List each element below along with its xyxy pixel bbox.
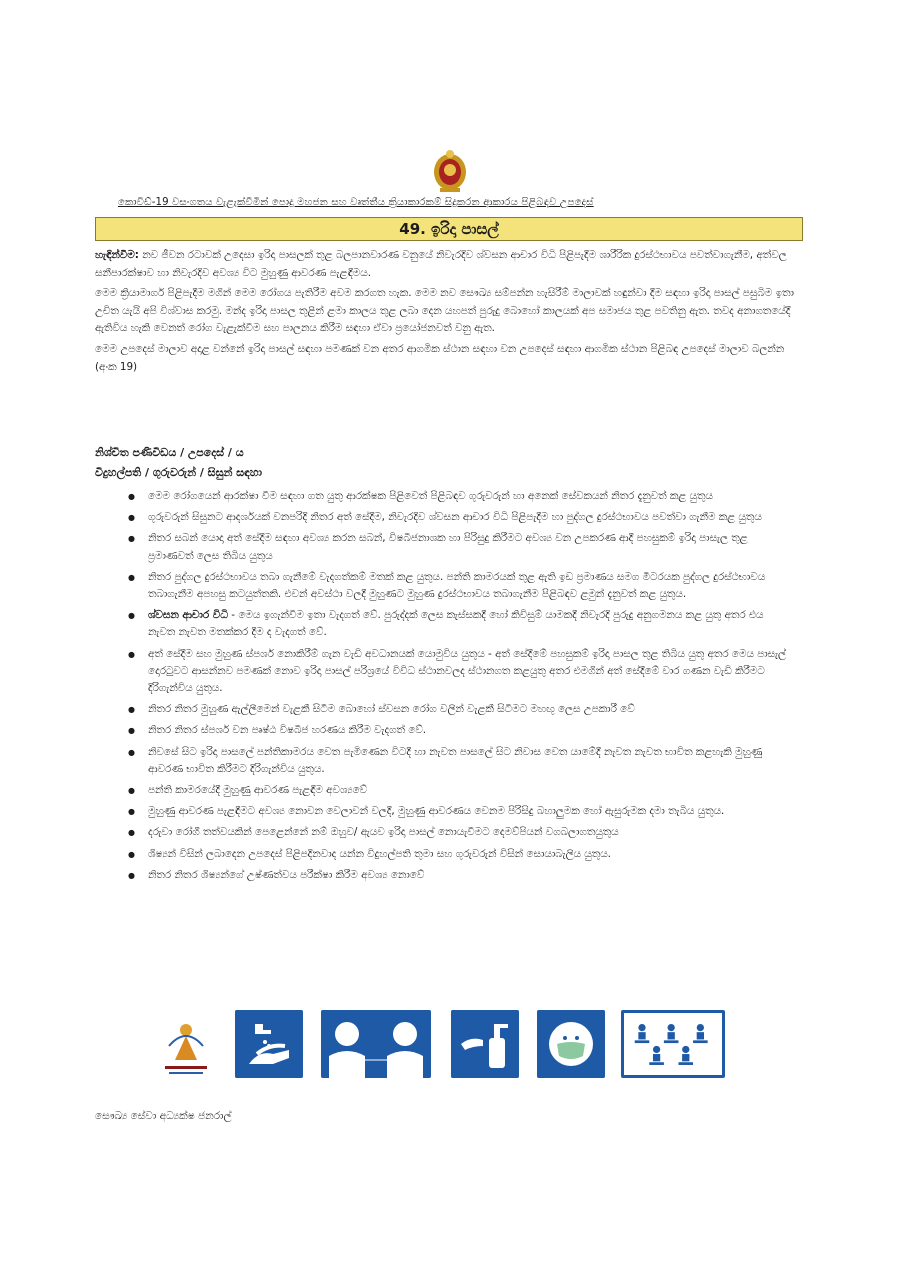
list-item: ● නිතර නිතර ස්පර්ශ වන පෘෂ්ඨ විෂබීජ හරණය කිරීම වැදගත් වේ. — [128, 722, 793, 739]
health-promotion-logo-icon — [155, 1016, 217, 1078]
face-mask-icon — [537, 1010, 605, 1078]
list-item: ● ශ්වසන ආචාර විධි - මෙය ඉගැන්වීම ඉතා වැදගත් වේ. පුරුද්දක් ලෙස කැස්සකදී හෝ කිවිසුම් යාමකදී නිවැරදි පුරුදු අනුගමනය කළ යුතු අතර එය නැවත නැවත මතක්කර දීම ද වැදගත් වේ. — [128, 607, 793, 641]
classroom-distancing-icon — [621, 1010, 725, 1078]
intro-section — [95, 247, 803, 379]
intro-paragraph: මෙම උපදෙස් මාලාව අදාළ වන්නේ ඉරිදා පාසල් සඳහා පමණක් වන අතර ආගමික ස්ථාන සඳහා වන උපදෙස් සඳහා ආගමික ස්ථාන පිළිබඳ උපදෙස් මාලාව බලන්න (අංක 19) — [95, 342, 785, 373]
document-subject: කොවිඩ්-19 වසංගතය වැළැක්වීමින් පොදු මහජන සහ වෘත්තීය ක්‍රියාකාරකම් සිදුකරන ආකාරය පිළිබඳව උපදෙස් — [118, 197, 594, 208]
list-item: ● ශිෂ්‍යන් විසින් ලබාදෙන උපදෙස් පිළිපදිනවාද යන්න විදුහල්පති තුමා සහ ගුරුවරුන් විසින් සොයාබැලිය යුතුය. — [128, 846, 793, 863]
icon-row — [155, 1010, 735, 1082]
list-item: ● අත් සේදීම සහ මුහුණ ස්පර්ශ නොකිරීම් ගැන වැඩි අවධානයක් යොමුවිය යුතුය - අත් සේදීමේ පහසුකම් ඉරිදා පාසල තුළ තිබිය යුතු අතර මෙය පාසැල් දොරටුවට ආසන්නව පමණක් නොව ඉරිදා පාසල් පරිශ්‍රයේ විවිධ ස්ථානවලද ස්ථානගත කළයුතු අතර එමගින් අත් සේදීමේ වාර ගණන වැඩි කිරීමට දිරිගැන්විය යුතුය. — [128, 646, 793, 698]
list-item: ● නිතර පුද්ගල දුරස්ථභාවය තබා ගැනීමේ වැදගත්කම් මතක් කළ යුතුය. පන්ති කාමරයක් තුළ ඇති ඉඩ ප්‍රමාණය සමග මීටරයක පුද්ගල දුරස්ථභාවය තබාගැනීම අපහසු කටයුත්තකි. එවන් අවස්ථා වලදී මුහුණට මුහුණ දුරස්ථභාවය තබාගැනීම පිළිබඳව ළමුන් දැනුවත් කළ යුතුය. — [128, 569, 793, 603]
list-item: ● නිතර සබන් යොදා අත් සේදීම සඳහා අවශ්‍ය කරන සබන්, විෂබීජනාශක හා පිරිසුදු කිරීමට අවශ්‍ය වන උපකරණ ආදී පහසුකම් ඉරිදා පාසැල තුළ ප්‍රමාණවත් ලෙස තිබිය යුතුය — [128, 530, 793, 564]
list-item: ● නිතර නිතර මුහුණ ඇල්ලීමෙන් වැළකී සිටීම බොහෝ ස්වසන රෝග වලින් වැළකී සිටීමට මහඟු ලෙස උපකාරී වේ — [128, 701, 793, 718]
physical-distance-icon — [321, 1010, 431, 1078]
list-item: ● පන්ති කාමරයේදී මුහුණු ආවරණ පැළඳීම අවශ්‍යවේ — [128, 782, 793, 799]
hand-sanitizer-icon — [451, 1010, 519, 1078]
section-heading: නිශ්චිත පණිවිඩය / උපදෙස් / ය — [95, 446, 244, 459]
hand-washing-icon — [235, 1010, 303, 1078]
list-item: ● නිතර නිතර ශිෂ්‍යන්ගේ උෂ්ණත්වය පරීක්ෂා කිරීම අවශ්‍ය නොවේ — [128, 867, 793, 884]
list-item: ● දරුවා රෝගී තත්වයකින් පෙළෙන්නේ නම් ඔහුව/ ඇයව ඉරිදා පාසල් නොයැවීමට දෙමව්පියන් වගබලාගතයුතුය — [128, 824, 793, 841]
sub-heading: විදුහල්පති / ගුරුවරුන් / සිසුන් සඳහා — [95, 466, 263, 479]
intro-paragraph: මෙම ක්‍රියාමාර්ග පිළිපැදීම මගින් මෙම රෝගය පැතිරීම අවම කරගත හැක. මෙම නව සෞඛ්‍ය සම්පන්න හැසිරීම් මාලාවක් හඳුන්වා දීම සඳහා ඉරිදා පාසල් පසුබිම ඉතා උචිත යැයි අපි විශ්වාස කරමු. මන්ද ඉරිදා පාසල තුළින් ළමා කාලය තුළ ලබා දෙන යහපත් පුරුදු බොහෝ කාලයක් අප සමාජය තුළ පවතිනු ඇත. තවද අනාගතයේදී ඇතිවිය හැකි වෙනත් රෝග වැළැක්වීම සහ පාලනය කිරීම සඳහා ඒවා ප්‍රයෝජනවත් වනු ඇත. — [95, 287, 794, 335]
national-emblem-icon — [432, 148, 468, 192]
list-item: ● නිවසේ සිට ඉරිදා පාසලේ පන්තිකාමරය වෙත පැමිණෙන විටදී හා නැවත පාසලේ සිට නිවාස වෙත යාමේදී නැවත නැවත භාවිත කළහැකි මුහුණු ආවරණ භාවිත කිරීමට දිරිගැන්විය යුතුය. — [128, 744, 793, 778]
intro-paragraph: හැඳින්වීම: නව ජීවන රටාවක් උදෙසා ඉරිදා පාසලක් තුළ බලපානවාරණ වනුයේ නිවැරදිව ශ්වසන ආචාර විධි පිළිපැදීම ශාරීරික දුරස්ථභාවය පවත්වාගැනීම, අත්වල සනීපාරක්ෂාව හා නිවැරදිව අවශ්‍ය විට මුහුණු ආවරණ පැළඳීමය. — [95, 249, 787, 279]
list-item: ● ගුරුවරුන් සිසුනට ආදර්ශයක් වනපරිදි නිතර අත් සේදීම, නිවැරදිව ශ්වසන ආචාර විධි පිළිපැදීම හා පුද්ගල දුරස්ථභාවය පවත්වා ගැනීම කළ යුතුය — [128, 509, 793, 526]
list-item: ● මෙම රෝගයෙන් ආරක්ෂා වීම සඳහා ගත යුතු ආරක්ෂක පිළිවෙත් පිළිබඳව ගුරුවරුන් හා අනෙක් සේවකයන් නිතර දැනුවත් කළ යුතුය — [128, 488, 793, 505]
list-item: ● මුහුණු ආවරණ පැළඳීමට අවශ්‍ය නොවන වෙලාවන් වලදී, මුහුණු ආවරණය වෙනම පිරිසිදු බහාලුමක හෝ ඇසුරුමක දමා තැබිය යුතුය. — [128, 803, 793, 820]
signature-line: සෞඛ්‍ය සේවා අධ්‍යක්ෂ ජනරාල් — [95, 1110, 232, 1122]
page-title: 49. ඉරිදා පාසල් — [95, 217, 803, 241]
advice-list — [128, 488, 793, 888]
